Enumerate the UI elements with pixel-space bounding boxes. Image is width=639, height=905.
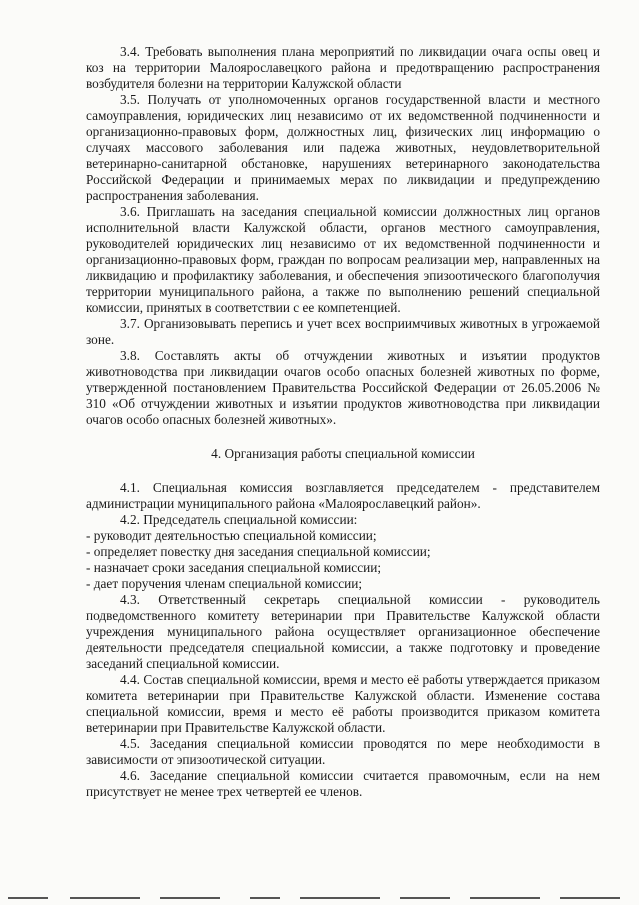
paragraph-4-4: 4.4. Состав специальной комиссии, время и место её работы утверждается приказом комитета ветеринарии при Правительстве Калужской области. Изменение состава специальной комиссии, время и место её работы производится приказом комитета ветеринарии при Правительстве Калужской области.: [86, 672, 600, 735]
section-title: 4. Организация работы специальной комиссии: [211, 446, 475, 461]
list-item: - руководит деятельностью специальной комиссии;: [86, 528, 377, 543]
paragraph-3-8: 3.8. Составлять акты об отчуждении животных и изъятии продуктов животноводства при ликвидации очагов особо опасных болезней животных по форме, утвержденной постановлением Правительства Российской Федерации от 26.05.2006 № 310 «Об отчуждении животных и изъятии продуктов животноводства при ликвидации очагов особо опасных болезней животных».: [86, 348, 600, 427]
paragraph-3-5: 3.5. Получать от уполномоченных органов государственной власти и местного самоуправления, юридических лиц независимо от их ведомственной подчиненности и организационно-правовых форм, должностных лиц, физических лиц информацию о случаях массового заболевания или падежа животных, неудовлетворительной ветеринарно-санитарной обстановке, нарушениях ветеринарного законодательства Российской Федерации и принимаемых мерах по ликвидации и предупреждению распространения заболевания.: [86, 92, 600, 203]
paragraph-3-4: 3.4. Требовать выполнения плана мероприятий по ликвидации очага оспы овец и коз на территории Малоярославецкого района и предотвращению распространения возбудителя болезни на территории Калужской области: [86, 44, 600, 91]
document-page: [86, 44, 600, 800]
scan-edge-marks: [0, 893, 639, 899]
paragraph-4-3: 4.3. Ответственный секретарь специальной комиссии - руководитель подведомственного комитету ветеринарии при Правительстве Калужской области учреждения муниципального района осуществляет организационное обеспечение деятельности председателя специальной комиссии, а также подготовку и проведение заседаний специальной комиссии.: [86, 592, 600, 671]
paragraph-4-6: 4.6. Заседание специальной комиссии считается правомочным, если на нем присутствует не менее трех четвертей ее членов.: [86, 768, 600, 799]
paragraph-3-7: 3.7. Организовывать перепись и учет всех восприимчивых животных в угрожаемой зоне.: [86, 316, 600, 347]
list-item: - определяет повестку дня заседания специальной комиссии;: [86, 544, 431, 559]
paragraph-4-2: 4.2. Председатель специальной комиссии:: [120, 512, 358, 527]
paragraph-4-1: 4.1. Специальная комиссия возглавляется председателем - представителем администрации муниципального района «Малоярославецкий район».: [86, 480, 600, 511]
paragraph-4-5: 4.5. Заседания специальной комиссии проводятся по мере необходимости в зависимости от эпизоотической ситуации.: [86, 736, 600, 767]
list-item: - назначает сроки заседания специальной комиссии;: [86, 560, 382, 575]
paragraph-3-6: 3.6. Приглашать на заседания специальной комиссии должностных лиц органов исполнительной власти Калужской области, органов местного самоуправления, руководителей юридических лиц независимо от их ведомственной подчиненности и организационно-правовых форм, граждан по вопросам реализации мер, направленных на ликвидацию и профилактику заболевания, и обеспечения эпизоотического благополучия территории муниципального района, а также по выполнению решений специальной комиссии, принятых в соответствии с ее компетенцией.: [86, 204, 600, 315]
list-item: - дает поручения членам специальной комиссии;: [86, 576, 363, 591]
